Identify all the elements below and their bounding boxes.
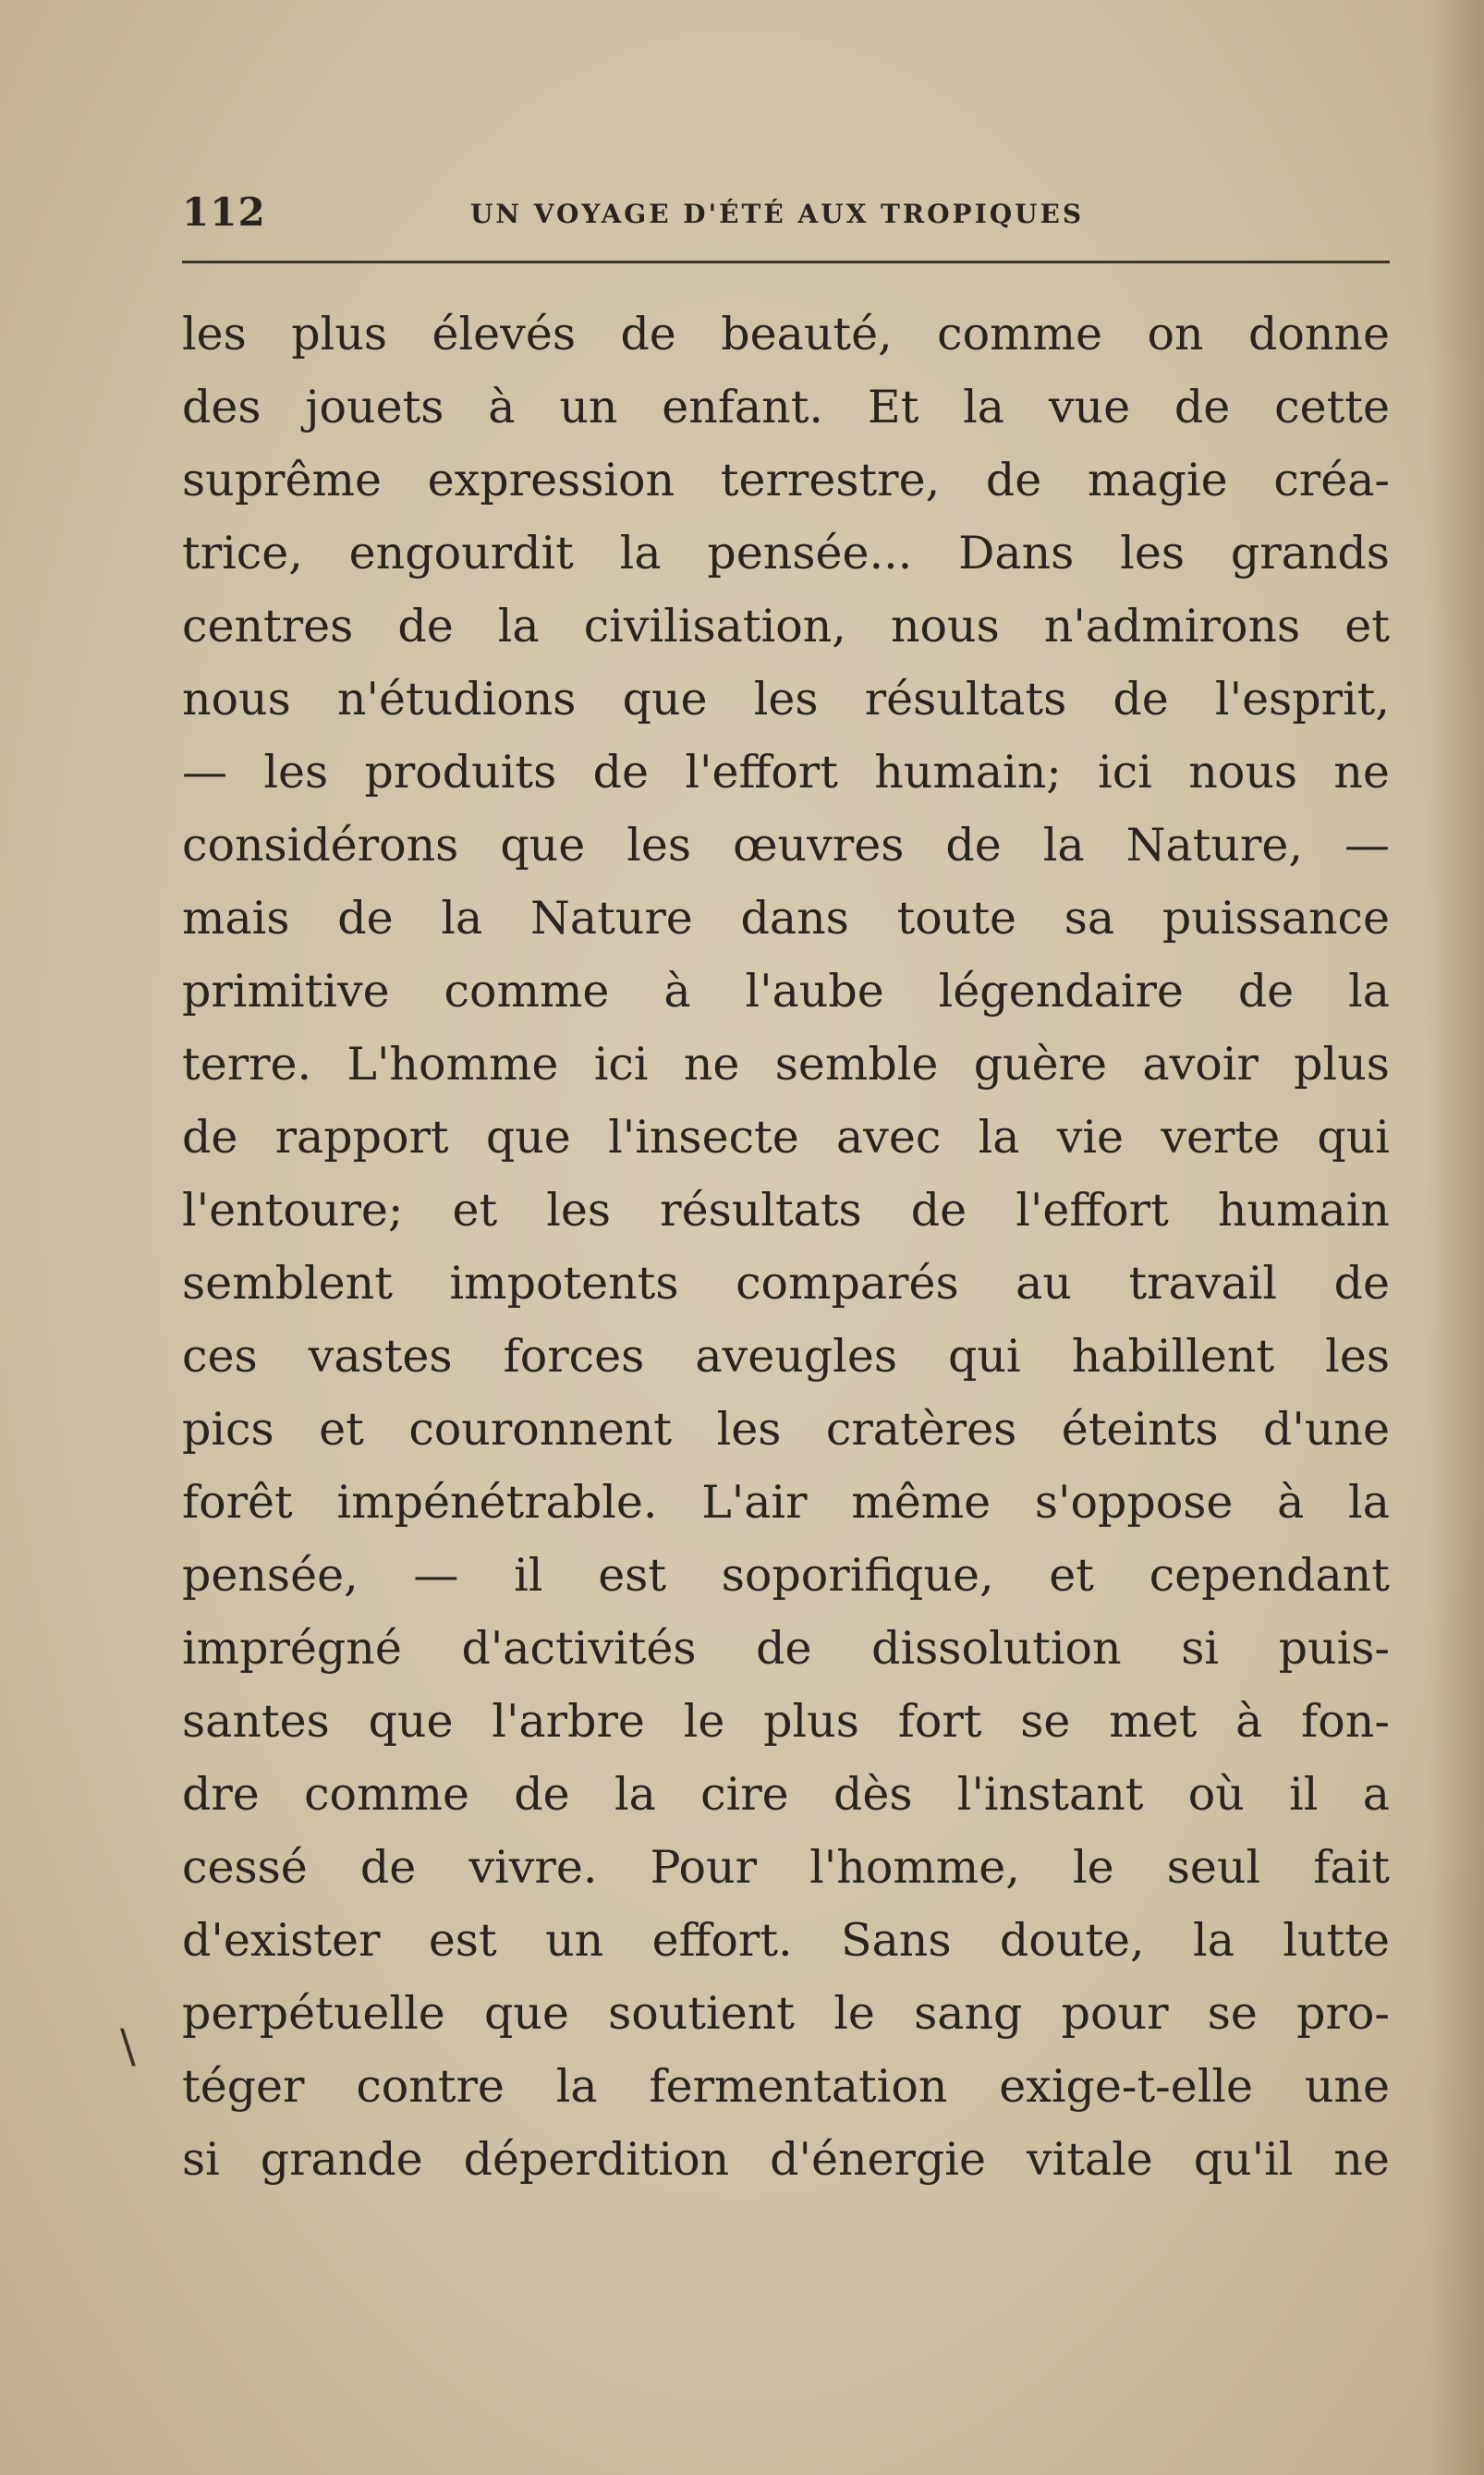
text-line <box>182 1174 1390 1247</box>
word: impotents <box>449 1257 679 1310</box>
word: fort <box>897 1695 982 1748</box>
word: verte <box>1161 1111 1281 1164</box>
word: cette <box>1274 381 1390 433</box>
word: l'homme, <box>809 1841 1020 1894</box>
text-line <box>182 298 1390 371</box>
word: de <box>620 308 676 360</box>
word: mais <box>182 892 290 945</box>
text-line <box>182 1904 1390 1977</box>
text-line <box>182 955 1390 1028</box>
word: — <box>1344 819 1390 872</box>
text-line <box>182 1758 1390 1831</box>
word: l'arbre <box>492 1695 645 1748</box>
word: puis- <box>1278 1622 1390 1675</box>
word: la <box>1348 1476 1390 1529</box>
text-line <box>182 1831 1390 1904</box>
word: sa <box>1064 892 1115 945</box>
word: terrestre, <box>720 454 941 506</box>
word: et <box>1049 1549 1094 1602</box>
word: cratères <box>825 1403 1017 1456</box>
text-line <box>182 1612 1390 1685</box>
word: les <box>1120 527 1185 579</box>
word: jouets <box>305 381 444 433</box>
word: l'effort <box>685 746 838 799</box>
word: impénétrable. <box>336 1476 658 1529</box>
word: la <box>978 1111 1020 1164</box>
word: fon- <box>1301 1695 1390 1748</box>
word: un <box>545 1914 604 1967</box>
word: civilisation, <box>583 600 846 652</box>
word: de <box>910 1184 967 1237</box>
word: perpétuelle <box>182 1987 445 2040</box>
word: comme <box>444 965 610 1018</box>
word: semble <box>774 1038 939 1091</box>
word: primitive <box>182 965 390 1018</box>
word: vitale <box>1026 2133 1153 2186</box>
word: il <box>1289 1768 1319 1821</box>
word: est <box>598 1549 667 1602</box>
word: ne <box>1333 2133 1390 2186</box>
pencil-mark-icon: \ <box>120 2019 136 2073</box>
word: la <box>497 600 540 652</box>
word: exige-t-elle <box>999 2060 1254 2113</box>
word: de <box>945 819 1002 872</box>
word: dre <box>182 1768 260 1821</box>
word: puissance <box>1162 892 1390 945</box>
word: légendaire <box>938 965 1184 1018</box>
word: pensée... <box>707 527 913 579</box>
word: fermentation <box>649 2060 948 2113</box>
word: de <box>182 1111 238 1164</box>
word: et <box>452 1184 498 1237</box>
word: le <box>683 1695 725 1748</box>
text-line <box>182 736 1390 809</box>
text-line <box>182 371 1390 444</box>
word: enfant. <box>662 381 823 433</box>
word: nous <box>1188 746 1298 799</box>
word: et <box>319 1403 364 1456</box>
word: plus <box>763 1695 859 1748</box>
text-line <box>182 1466 1390 1539</box>
word: semblent <box>182 1257 393 1310</box>
word: créa- <box>1273 454 1390 506</box>
word: de <box>1174 381 1231 433</box>
word: contre <box>356 2060 505 2113</box>
word: d'exister <box>182 1914 381 1967</box>
word: au <box>1016 1257 1072 1310</box>
word: une <box>1304 2060 1390 2113</box>
word: aveugles <box>695 1330 897 1383</box>
word: plus <box>291 308 388 360</box>
word: on <box>1147 308 1204 360</box>
word: élevés <box>432 308 576 360</box>
word: de <box>359 1841 417 1894</box>
word: œuvres <box>733 819 905 872</box>
word: dès <box>833 1768 913 1821</box>
word: la <box>1348 965 1390 1018</box>
word: ici <box>593 1038 649 1091</box>
text-line <box>182 590 1390 663</box>
word: résultats <box>864 673 1067 725</box>
text-line <box>182 1101 1390 1174</box>
word: se <box>1020 1695 1071 1748</box>
word: plus <box>1294 1038 1390 1091</box>
word: un <box>559 381 618 433</box>
word: considérons <box>182 819 459 872</box>
word: santes <box>182 1695 330 1748</box>
word: d'une <box>1262 1403 1390 1456</box>
word: l'instant <box>956 1768 1144 1821</box>
word: Pour <box>650 1841 757 1894</box>
word: forêt <box>182 1476 293 1529</box>
word: Dans <box>958 527 1075 579</box>
word: à <box>663 965 691 1018</box>
text-line <box>182 809 1390 882</box>
word: la <box>1193 1914 1235 1967</box>
word: les <box>716 1403 782 1456</box>
word: de <box>592 746 649 799</box>
word: les <box>546 1184 612 1237</box>
word: l'entoure; <box>182 1184 404 1237</box>
word: fait <box>1313 1841 1390 1894</box>
word: il <box>514 1549 543 1602</box>
word: n'étudions <box>336 673 577 725</box>
word: toute <box>896 892 1017 945</box>
word: l'effort <box>1016 1184 1169 1237</box>
word: guère <box>973 1038 1108 1091</box>
text-line <box>182 1393 1390 1466</box>
word: cependant <box>1149 1549 1390 1602</box>
word: les <box>263 746 329 799</box>
word: — <box>413 1549 459 1602</box>
word: déperdition <box>463 2133 730 2186</box>
word: trice, <box>182 527 303 579</box>
word: ne <box>683 1038 740 1091</box>
word: nous <box>890 600 1000 652</box>
word: dissolution <box>871 1622 1122 1675</box>
word: Nature, <box>1125 819 1303 872</box>
word: qui <box>1317 1111 1390 1164</box>
word: engourdit <box>348 527 574 579</box>
word: de <box>756 1622 812 1675</box>
word: pro- <box>1296 1987 1390 2040</box>
word: qui <box>948 1330 1021 1383</box>
word: les <box>753 673 819 725</box>
word: et <box>1344 600 1390 652</box>
word: seul <box>1166 1841 1261 1894</box>
word: soporifique, <box>721 1549 994 1602</box>
word: Sans <box>841 1914 952 1967</box>
word: Nature <box>530 892 693 945</box>
word: vastes <box>308 1330 453 1383</box>
word: que <box>483 1987 569 2040</box>
word: donne <box>1247 308 1390 360</box>
text-line <box>182 1320 1390 1393</box>
word: que <box>622 673 708 725</box>
word: expression <box>427 454 675 506</box>
word: produits <box>364 746 557 799</box>
word: vue <box>1048 381 1131 433</box>
word: habillent <box>1071 1330 1275 1383</box>
text-line <box>182 1028 1390 1101</box>
page-number: 112 <box>182 189 266 235</box>
word: qu'il <box>1193 2133 1294 2186</box>
word: doute, <box>999 1914 1145 1967</box>
word: comme <box>937 308 1102 360</box>
word: la <box>441 892 483 945</box>
word: dans <box>740 892 849 945</box>
text-line <box>182 663 1390 736</box>
word: grands <box>1230 527 1390 579</box>
word: l'aube <box>745 965 884 1018</box>
word: comparés <box>736 1257 959 1310</box>
word: le <box>833 1987 875 2040</box>
word: avoir <box>1142 1038 1259 1091</box>
word: où <box>1187 1768 1245 1821</box>
word: sang <box>914 1987 1023 2040</box>
word: de <box>1333 1257 1390 1310</box>
word: lutte <box>1283 1914 1390 1967</box>
word: la <box>614 1768 656 1821</box>
word: l'esprit, <box>1214 673 1390 725</box>
text-line <box>182 1539 1390 1612</box>
word: ces <box>182 1330 258 1383</box>
word: même <box>851 1476 991 1529</box>
word: humain; <box>874 746 1062 799</box>
word: les <box>626 819 692 872</box>
word: couronnent <box>408 1403 673 1456</box>
word: de <box>397 600 454 652</box>
body-text <box>182 298 1390 2196</box>
page-edge-shadow <box>1429 0 1484 2475</box>
word: que <box>368 1695 454 1748</box>
word: centres <box>182 600 354 652</box>
text-line <box>182 1977 1390 2050</box>
word: résultats <box>660 1184 862 1237</box>
word: L'homme <box>347 1038 559 1091</box>
word: de <box>337 892 394 945</box>
word: n'admirons <box>1043 600 1301 652</box>
word: L'air <box>701 1476 808 1529</box>
word: si <box>182 2133 220 2186</box>
word: se <box>1207 1987 1258 2040</box>
word: de <box>1237 965 1295 1018</box>
word: travail <box>1128 1257 1278 1310</box>
word: que <box>500 819 586 872</box>
word: d'énergie <box>770 2133 986 2186</box>
word: imprégné <box>182 1622 402 1675</box>
word: à <box>1235 1695 1263 1748</box>
word: téger <box>182 2060 305 2113</box>
word: humain <box>1217 1184 1390 1237</box>
word: d'activités <box>461 1622 697 1675</box>
word: l'insecte <box>608 1111 799 1164</box>
text-line <box>182 2123 1390 2196</box>
word: beauté, <box>721 308 893 360</box>
word: à <box>1277 1476 1305 1529</box>
word: Et <box>867 381 919 433</box>
word: a <box>1362 1768 1390 1821</box>
word: vie <box>1056 1111 1125 1164</box>
word: pour <box>1061 1987 1169 2040</box>
header-rule <box>182 261 1390 263</box>
word: éteints <box>1061 1403 1219 1456</box>
word: grande <box>260 2133 423 2186</box>
word: — <box>182 746 227 799</box>
page-header <box>182 189 1390 245</box>
word: comme <box>304 1768 469 1821</box>
word: de <box>1113 673 1169 725</box>
word: des <box>182 381 262 433</box>
word: si <box>1181 1622 1220 1675</box>
word: effort. <box>651 1914 793 1967</box>
word: avec <box>835 1111 942 1164</box>
word: est <box>428 1914 497 1967</box>
word: vivre. <box>468 1841 598 1894</box>
word: rapport <box>274 1111 449 1164</box>
word: s'oppose <box>1034 1476 1234 1529</box>
word: nous <box>182 673 291 725</box>
word: cire <box>700 1768 789 1821</box>
word: de <box>985 454 1042 506</box>
word: les <box>182 308 247 360</box>
word: à <box>488 381 516 433</box>
text-line <box>182 2050 1390 2123</box>
word: la <box>555 2060 598 2113</box>
word: la <box>1042 819 1085 872</box>
word: la <box>963 381 1005 433</box>
word: la <box>619 527 662 579</box>
word: ne <box>1333 746 1390 799</box>
text-line <box>182 444 1390 517</box>
word: le <box>1072 1841 1114 1894</box>
word: cessé <box>182 1841 308 1894</box>
text-line <box>182 1247 1390 1320</box>
text-line <box>182 882 1390 955</box>
word: terre. <box>182 1038 312 1091</box>
word: ici <box>1098 746 1152 799</box>
word: suprême <box>182 454 382 506</box>
text-line <box>182 517 1390 590</box>
word: magie <box>1087 454 1228 506</box>
running-title: UN VOYAGE D'ÉTÉ AUX TROPIQUES <box>470 199 1085 229</box>
word: que <box>485 1111 571 1164</box>
word: pics <box>182 1403 274 1456</box>
word: soutient <box>608 1987 795 2040</box>
text-line <box>182 1685 1390 1758</box>
word: met <box>1109 1695 1198 1748</box>
word: les <box>1325 1330 1390 1383</box>
word: pensée, <box>182 1549 359 1602</box>
word: forces <box>503 1330 645 1383</box>
word: de <box>514 1768 570 1821</box>
